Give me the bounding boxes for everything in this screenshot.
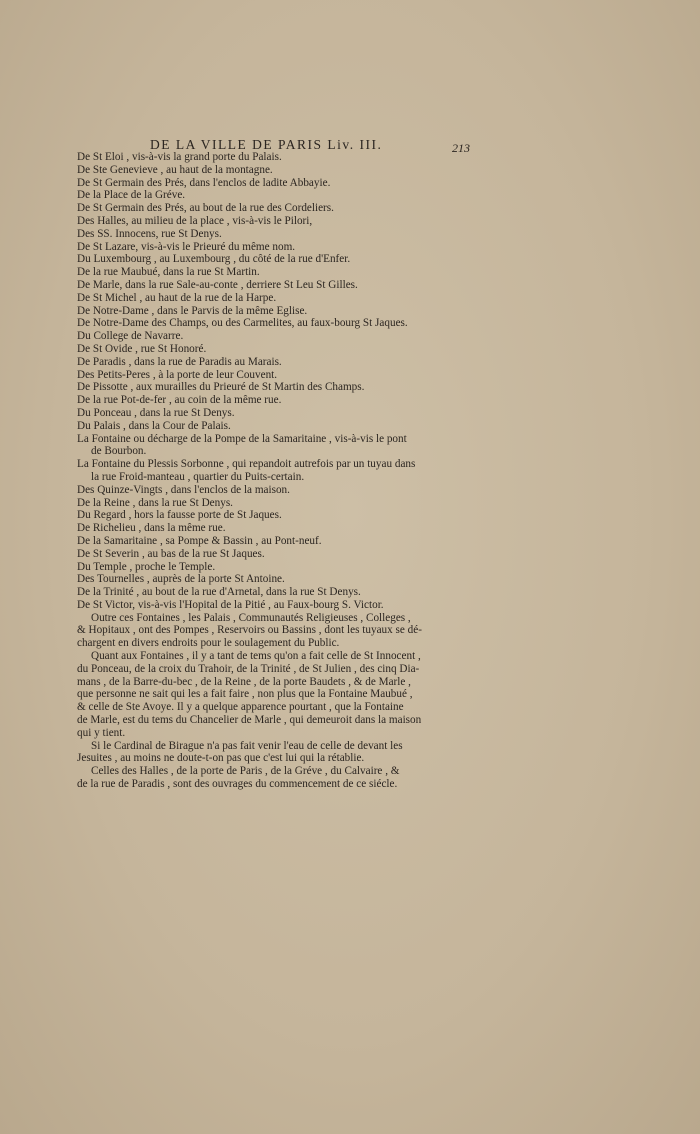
paragraph-line: de Marle, est du tems du Chancelier de Marle , qui demeuroit dans la maison xyxy=(77,714,422,727)
list-item: De Marle, dans la rue Sale-au-conte , derriere St Leu St Gilles. xyxy=(77,278,358,291)
paragraph-line: Celles des Halles , de la porte de Paris , de la Gréve , du Calvaire , & xyxy=(91,765,400,778)
paragraph-line: de la rue de Paradis , sont des ouvrages du commencement de ce siécle. xyxy=(77,778,398,791)
list-item: De St Eloi , vis-à-vis la grand porte du Palais. xyxy=(77,151,282,163)
list-item: De Notre-Dame , dans le Parvis de la même Eglise. xyxy=(77,304,308,317)
paragraph-line: Si le Cardinal de Birague n'a pas fait venir l'eau de celle de devant les xyxy=(91,739,403,752)
paragraph-line: & Hopitaux , ont des Pompes , Reservoirs ou Bassins , dont les tuyaux se dé- xyxy=(77,624,422,637)
list-item: De la Trinité , au bout de la rue d'Arnetal, dans la rue St Denys. xyxy=(77,586,361,599)
paragraph-line: chargent en divers endroits pour le soulagement du Public. xyxy=(77,637,340,650)
list-item: De Pissotte , aux murailles du Prieuré de St Martin des Champs. xyxy=(77,381,365,394)
list-item: Du College de Navarre. xyxy=(77,330,184,343)
list-item: De la Reine , dans la rue St Denys. xyxy=(77,496,233,509)
paragraphs xyxy=(77,612,502,791)
list-item: De St Michel , au haut de la rue de la Harpe. xyxy=(77,291,277,304)
list-item-continuation: la rue Froid-manteau , quartier du Puits-certain. xyxy=(91,470,305,483)
list-item: Des SS. Innocens, rue St Denys. xyxy=(77,227,222,240)
list-item: Du Palais , dans la Cour de Palais. xyxy=(77,419,231,432)
paragraph xyxy=(77,612,502,650)
paragraph-line: que personne ne sait qui les a fait faire , non plus que la Fontaine Maubué , xyxy=(77,688,413,701)
list-item: Du Temple , proche le Temple. xyxy=(77,560,216,573)
list-item: Des Petits-Peres , à la porte de leur Couvent. xyxy=(77,368,278,381)
list-item: Des Quinze-Vingts , dans l'enclos de la maison. xyxy=(77,483,290,496)
list-item: La Fontaine du Plessis Sorbonne , qui repandoit autrefois par un tuyau dans xyxy=(77,458,416,471)
paragraph-line: du Ponceau, de la croix du Trahoir, de la Trinité , de St Julien , des cinq Dia- xyxy=(77,662,420,675)
list-item: De la Samaritaine , sa Pompe & Bassin , au Pont-neuf. xyxy=(77,534,322,547)
paragraph-line: mans , de la Barre-du-bec , de la Reine , de la porte Baudets , & de Marle , xyxy=(77,675,411,688)
list-item: Des Tournelles , auprès de la porte St Antoine. xyxy=(77,573,285,586)
list-item-continuation: de Bourbon. xyxy=(91,445,147,458)
list-item: De Paradis , dans la rue de Paradis au Marais. xyxy=(77,355,282,368)
paragraph-line: Outre ces Fontaines , les Palais , Communautés Religieuses , Colleges , xyxy=(91,611,411,624)
list-item: De St Lazare, vis-à-vis le Prieuré du même nom. xyxy=(77,240,296,253)
paragraph xyxy=(77,650,502,740)
paragraph-line: qui y tient. xyxy=(77,726,126,739)
list-item: Du Ponceau , dans la rue St Denys. xyxy=(77,406,235,419)
list-item: De St Ovide , rue St Honoré. xyxy=(77,342,207,355)
list-item: De Richelieu , dans la même rue. xyxy=(77,522,226,535)
list-item: Des Halles, au milieu de la place , vis-à-vis le Pilori, xyxy=(77,214,313,227)
list-item: De St Severin , au bas de la rue St Jaques. xyxy=(77,547,265,560)
paragraph-line: Quant aux Fontaines , il y a tant de tems qu'on a fait celle de St Innocent , xyxy=(91,650,421,663)
paragraph-line: & celle de Ste Avoye. Il y a quelque apparence pourtant , que la Fontaine xyxy=(77,701,404,714)
list-item: De la rue Maubué, dans la rue St Martin. xyxy=(77,266,260,279)
page-number: 213 xyxy=(452,141,470,155)
paragraph xyxy=(77,765,502,791)
fountain-list xyxy=(77,151,502,612)
paragraph-line: Jesuites , au moins ne doute-t-on pas que c'est lui qui la rétablie. xyxy=(77,752,365,765)
list-item: De la rue Pot-de-fer , au coin de la même rue. xyxy=(77,394,282,407)
list-item: De St Victor, vis-à-vis l'Hopital de la Pitié , au Faux-bourg S. Victor. xyxy=(77,598,384,611)
list-item: Du Regard , hors la fausse porte de St Jaques. xyxy=(77,509,282,522)
body-text xyxy=(77,151,502,791)
list-item: De St Germain des Prés, au bout de la rue des Cordeliers. xyxy=(77,202,334,215)
running-title: DE LA VILLE DE PARIS Liv. III. xyxy=(150,137,383,152)
list-item: De Ste Genevieve , au haut de la montagne. xyxy=(77,163,273,176)
list-item: De Notre-Dame des Champs, ou des Carmelites, au faux-bourg St Jaques. xyxy=(77,317,408,330)
paragraph xyxy=(77,740,502,766)
list-item: La Fontaine ou décharge de la Pompe de la Samaritaine , vis-à-vis le pont xyxy=(77,432,407,445)
list-item: De la Place de la Gréve. xyxy=(77,189,186,202)
list-item: De St Germain des Prés, dans l'enclos de ladite Abbayie. xyxy=(77,176,331,189)
list-item: Du Luxembourg , au Luxembourg , du côté de la rue d'Enfer. xyxy=(77,253,351,266)
